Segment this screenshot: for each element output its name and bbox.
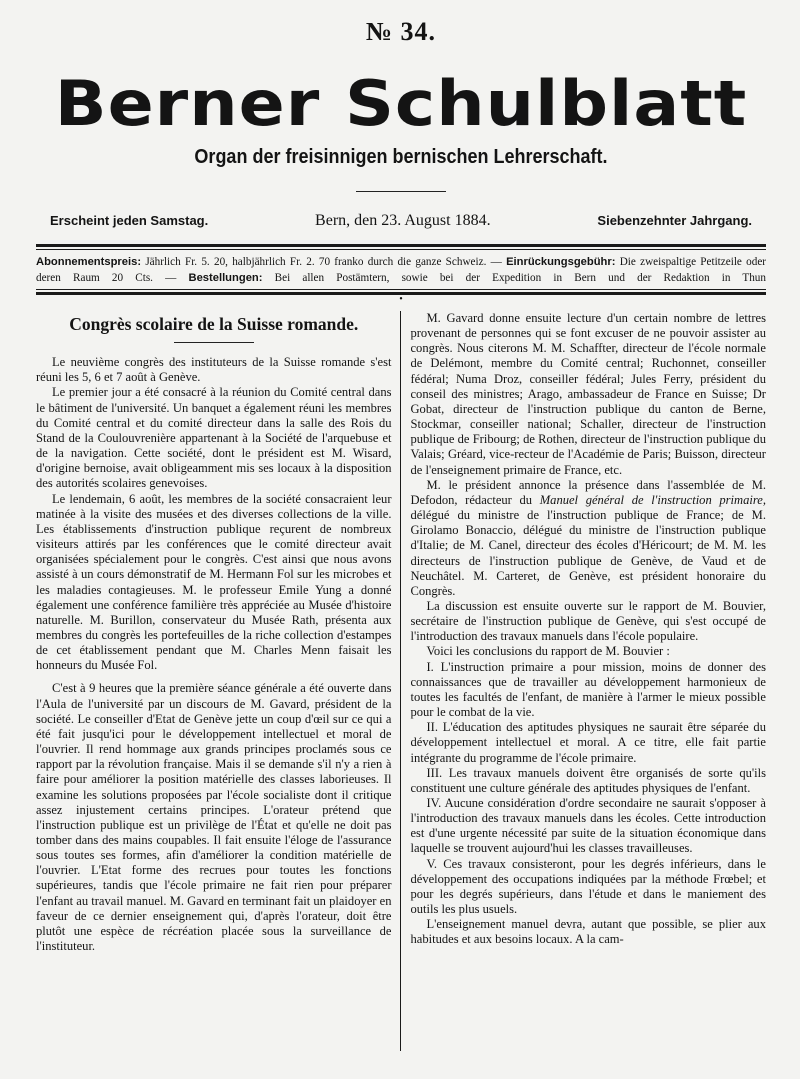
header-rule-thick	[36, 244, 766, 247]
left-column	[36, 311, 400, 1051]
organ-subtitle: Organ der freisinnigen bernischen Lehrerschaft.	[194, 146, 608, 168]
orders-label: Bestellungen:	[188, 272, 263, 284]
paragraph: Le neuvième congrès des instituteurs de la Suisse romande s'est réuni les 5, 6 et 7 août à Genève.	[36, 355, 392, 385]
paragraph-with-italic	[410, 478, 766, 599]
subscription-info	[36, 250, 766, 286]
title-rule	[174, 342, 254, 343]
abo-label: Abonnementspreis:	[36, 256, 142, 268]
paragraph: C'est à 9 heures que la première séance générale a été ouverte dans l'Aula de l'université par un discours de M. Gavard, président de la société. Le conseiller d'Etat de Genève jette un coup d'œil sur ce qui a été fait jusqu'ici pour le développement intellectuel et moral de l'ouvrier. Il rend hommage aux grands principes proclamés sous ce rapport par la révolution française. Mais il se demande s'il n'y a rien à faire pour améliorer la position matérielle des classes laborieuses. Il examine les solutions proposées par l'école socialiste dont il critique assez injustement certains principes. L'orateur prétend que l'instruction publique est un privilège de l'État et qu'elle ne doit pas tomber dans des mains coupables. Il fait ensuite l'éloge de l'assurance sous toutes ses formes, afin d'améliorer la condition matérielle de l'ouvrier. L'Etat forme des recrues pour toutes les fonctions supérieures, tandis que l'école primaire ne fait rien pour préparer l'enfant au travail manuel. M. Gavard en terminant fait un plaidoyer en faveur de ce dernier enseignement qui, d'après l'orateur, doit être plutôt une espèce de récréation placée sous la surveillance de l'instituteur.	[36, 681, 392, 954]
paragraph: II. L'éducation des aptitudes physiques ne saurait être séparée du développement intellectuel et moral. A ce titre, elle fait partie intégrante du programme de l'école primaire.	[410, 720, 766, 765]
header-meta-row	[36, 212, 766, 230]
article-title: Congrès scolaire de la Suisse romande.	[69, 314, 359, 334]
place-date: Bern, den 23. August 1884.	[315, 212, 491, 229]
paragraph: IV. Aucune considération d'ordre secondaire ne saurait s'opposer à l'introduction des travaux manuels dans les écoles. Cette introduction est d'une urgente nécessité par suite de la situation économique dans laquelle se trouvent aujourd'hui les classes travailleuses.	[410, 796, 766, 856]
text-run: M. le président annonce la présence dans l'assemblée de M. Defodon, rédacteur du	[410, 477, 766, 507]
publication-days: Erscheint jeden Samstag.	[50, 213, 209, 228]
issue-number: № 34.	[365, 17, 437, 46]
paragraph: M. Gavard donne ensuite lecture d'un certain nombre de lettres provenant de personnes qui se font excuser de ne pouvoir assister au congrès. Nous citerons M. M. Schaffter, directeur de l'école normale de Delémont, membre du Comité central; Ruchonnet, conseiller fédéral; Numa Droz, conseiller fédéral; Jules Ferry, président du conseil des ministres; Arago, ambassadeur de France en Suisse; Dr Gobat, directeur de l'instruction publique du canton de Berne, Stockmar, conseiller national; Schaller, directeur de l'instruction publique de Fribourg; de Rothen, directeur de l'instruction publique du Valais; Gréard, vice-recteur de l'Académie de Paris; Buisson, directeur de l'enseignement primaire de France, etc.	[410, 311, 766, 477]
italic-title: Manuel général de l'instruction primaire,	[539, 492, 766, 507]
short-divider	[356, 191, 446, 192]
paragraph: III. Les travaux manuels doivent être organisés de sorte qu'ils constituent une culture générale des aptitudes physiques de l'enfant.	[410, 765, 766, 795]
article-columns	[36, 311, 766, 1051]
ornament-dot: •	[399, 294, 403, 305]
paragraph: L'enseignement manuel devra, autant que possible, se plier aux habitudes et aux besoins locaux. A la cam-	[410, 917, 766, 947]
fee-text: Die zweispaltige Petitzeile oder deren Raum 20 Cts. —	[36, 256, 767, 284]
masthead-title: Berner Schulblatt	[54, 68, 748, 141]
orders-text: Bei allen Postämtern, sowie bei der Expedition in Bern und der Redaktion in Thun	[274, 272, 766, 284]
paragraph: Le premier jour a été consacré à la réunion du Comité central dans le bâtiment de l'université. Un banquet a également réuni les membres du Comité central et du comité directeur dans la salle des Rois du Stand de la Coulouvrenière appartenant à la Société de l'arquebuse et de la navigation. Cette société, dont le président est M. Wisard, d'origine bernoise, avait obligeamment mis ses locaux à la disposition des autorités scolaires genevoises.	[36, 385, 392, 491]
paragraph: V. Ces travaux consisteront, pour les degrés inférieurs, dans le développement des occupations indiquées par la méthode Frœbel; et pour les degrés supérieurs, dans l'étude et dans le maniement des outils les plus usuels.	[410, 856, 766, 917]
fee-label: Einrückungsgebühr:	[506, 256, 616, 268]
text-run: délégué du ministre de l'instruction publique de France; de M. Girolamo Bonaccio, délégué du ministre de l'instruction publique d'Italie; de M. Canel, directeur des écoles d'Héricourt; de M. M. les directeurs de l'instruction publique de Genève, de Vaud et de Neuchâtel. M. Carteret, de Genève, est président honoraire du Congrès.	[410, 508, 766, 598]
right-column	[400, 311, 766, 1051]
paragraph: Le lendemain, 6 août, les membres de la société consacraient leur matinée à la visite des musées et des diverses collections de la ville. Les établissements d'instruction publique reçurent de nombreux visiteurs attirés par les conférences que le comité directeur avait organisées spécialement pour le congrès. C'est ainsi que nous avons assisté à un cours démonstratif de M. Hermann Fol sur les microbes et les maladies contagieuses. M. le professeur Emile Yung a donné également une conférence familière très appréciée au Musée d'histoire naturelle. M. Burillon, conservateur du Musée Rath, présenta aux membres du congrès les portefeuilles de la riche collection d'estampes de cet établissement pendant que M. Charles Menn faisait les honneurs du Musée Fol.	[36, 491, 392, 673]
paragraph: La discussion est ensuite ouverte sur le rapport de M. Bouvier, secrétaire de l'instruction publique de Genève, qui s'est occupé de l'introduction des travaux manuels dans l'école populaire.	[410, 598, 766, 644]
paragraph: Voici les conclusions du rapport de M. Bouvier :	[426, 644, 670, 659]
subs-rule-thin	[36, 289, 766, 290]
abo-text: Jährlich Fr. 5. 20, halbjährlich Fr. 2. 70 franko durch die ganze Schweiz. —	[145, 256, 507, 268]
volume-year: Siebenzehnter Jahrgang.	[597, 213, 752, 228]
paragraph: I. L'instruction primaire a pour mission, moins de donner des connaissances que de travailler au développement harmonieux de toutes les facultés de l'enfant, de manière à l'armer le mieux possible pour le combat de la vie.	[410, 659, 766, 720]
